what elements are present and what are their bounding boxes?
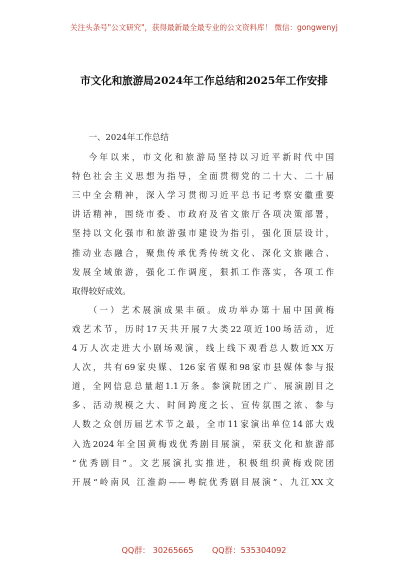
- footer-qq-group-1: QQ群： 30265665: [121, 546, 194, 555]
- header-banner: 关注头条号"公文研究"，获得最新最全最专业的公文资料库！ 微信：gongwenyj: [70, 23, 338, 32]
- paragraph-line: 人次，共有69家央媒、126家省媒和98家市县媒体参与报: [72, 362, 334, 373]
- document-body: [72, 128, 334, 492]
- paragraph-line: 三中全会精神，深入学习贯彻习近平总书记考察安徽重要: [72, 190, 334, 201]
- paragraph-line: 道，全网信息总量超1.1万条。参演院团之广、展演剧目之: [72, 381, 334, 392]
- paragraph-line: 人数之众创历届艺术节之最，全市11家演出单位14部大戏: [72, 419, 334, 430]
- section-heading-text: 一、2024年工作总结: [88, 132, 169, 142]
- paragraph-line: 坚持以文化强市和旅游强市建设为指引，强化顶层设计，: [72, 228, 334, 239]
- paragraph-line: 入选2024年全国黄梅戏优秀剧目展演，荣获文化和旅游部: [72, 438, 334, 449]
- paragraph-1: [72, 148, 334, 301]
- paragraph-line: 发展全域旅游，强化工作调度，狠抓工作落实，各项工作: [72, 266, 334, 277]
- section-heading: [72, 128, 334, 147]
- paragraph-line: “优秀剧目”。文艺展演扎实推进，积极组织黄梅戏院团: [72, 457, 334, 468]
- paragraph-2: [72, 301, 334, 492]
- paragraph-line: （一）艺术展演成果丰硕。成功举办第十届中国黄梅: [88, 304, 334, 315]
- paragraph-line: 今年以来，市文化和旅游局坚持以习近平新时代中国: [88, 152, 334, 163]
- paragraph-line: 4万人次走进大小剧场观演，线上线下观看总人数近XX万: [72, 343, 334, 354]
- paragraph-line: 推动业态融合，聚焦传承优秀传统文化、深化文旅融合、: [72, 247, 334, 258]
- paragraph-line: 开展“岭南风 江淮韵——粤皖优秀剧目展演”、九江XX文: [72, 476, 334, 487]
- footer-qq-groups: [0, 545, 408, 556]
- paragraph-line: 戏艺术节，历时17天共开展7大类22项近100场活动，近: [72, 323, 334, 334]
- paragraph-line: 取得较好成效。: [72, 285, 131, 296]
- footer-qq-group-2: QQ群：535304092: [212, 546, 287, 555]
- paragraph-line: 特色社会主义思想为指导，全面贯彻党的二十大、二十届: [72, 171, 334, 182]
- paragraph-line: 讲话精神，围绕市委、市政府及省文旅厅各项决策部署，: [72, 209, 334, 220]
- paragraph-line: 多、活动规模之大、时间跨度之长、宣传氛围之浓、参与: [72, 400, 334, 411]
- document-title: 市文化和旅游局2024年工作总结和2025年工作安排: [80, 75, 328, 87]
